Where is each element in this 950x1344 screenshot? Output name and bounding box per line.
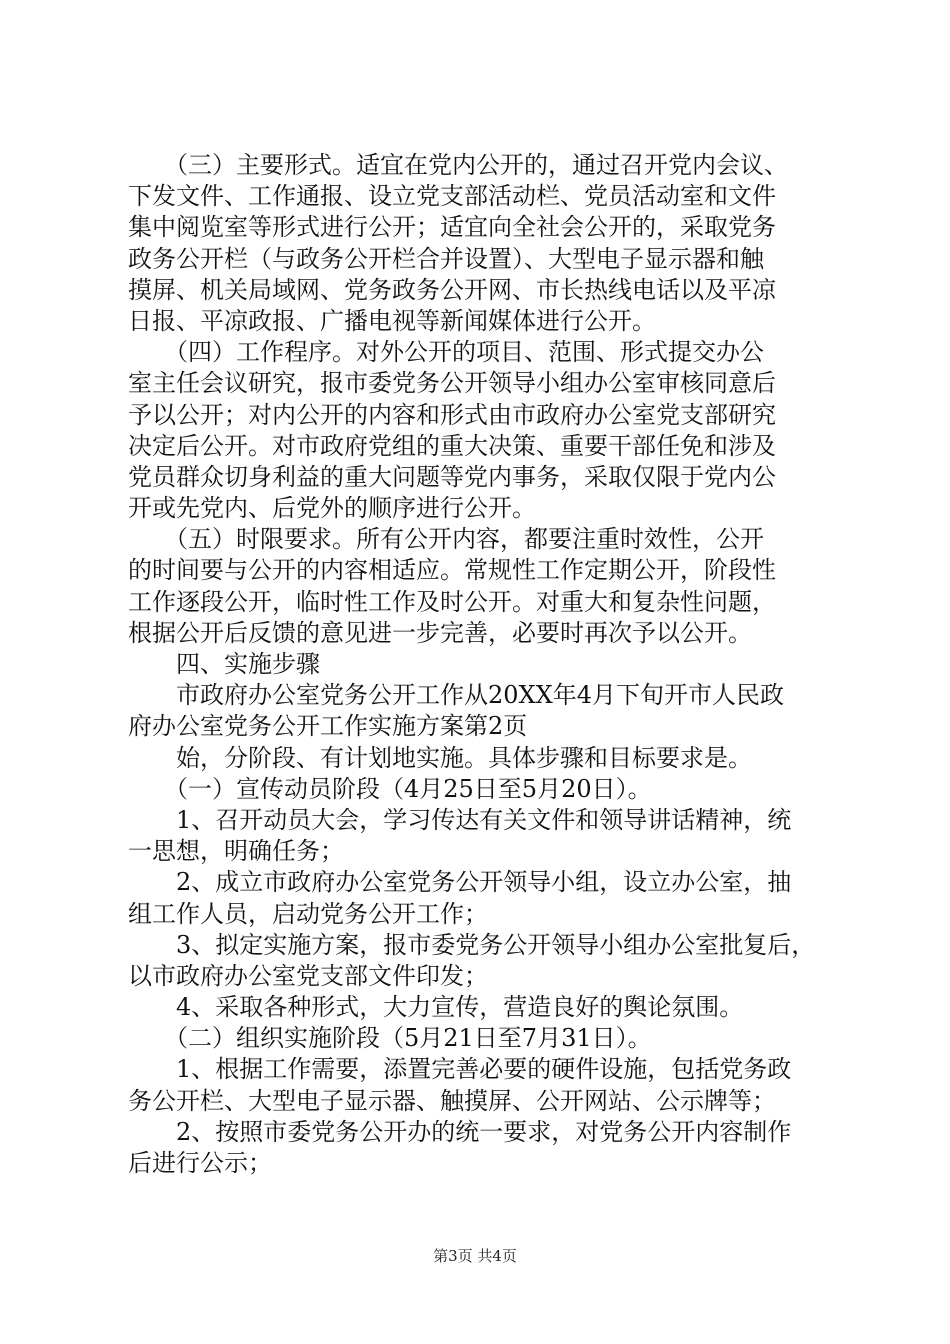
text-line: 政务公开栏（与政务公开栏合并设置）、大型电子显示器和触 [128,244,764,273]
text-line: 开或先党内、后党外的顺序进行公开。 [128,494,536,523]
text-line: 1、根据工作需要，添置完善必要的硬件设施，包括党务政 [128,1055,792,1084]
text-line: 四、实施步骤 [128,650,320,678]
text-line: 1、召开动员大会，学习传达有关文件和领导讲话精神，统 [128,805,792,834]
text-line: 以市政府办公室党支部文件印发； [128,961,488,990]
text-line: （四）工作程序。对外公开的项目、范围、形式提交办公 [128,338,764,367]
text-line: 日报、平凉政报、广播电视等新闻媒体进行公开。 [128,306,656,335]
text-line: （三）主要形式。适宜在党内公开的，通过召开党内会议、 [128,151,788,179]
text-line: （五）时限要求。所有公开内容，都要注重时效性，公开 [128,525,764,554]
text-line: 决定后公开。对市政府党组的重大决策、重要干部任免和涉及 [128,431,776,460]
text-line: 府办公室党务公开工作实施方案第2页 [128,712,528,741]
text-line: 摸屏、机关局域网、党务政务公开网、市长热线电话以及平凉 [128,275,776,304]
text-line: 2、成立市政府办公室党务公开领导小组，设立办公室，抽 [128,868,792,897]
text-line: （一）宣传动员阶段（4月25日至5月20日）。 [128,774,652,803]
page-footer: 第3页 共4页 [433,1247,517,1265]
text-line: 始，分阶段、有计划地实施。具体步骤和目标要求是。 [128,743,752,772]
document-body [128,150,828,1179]
text-line: 予以公开；对内公开的内容和形式由市政府办公室党支部研究 [128,400,776,429]
text-line: 4、采取各种形式，大力宣传，营造良好的舆论氛围。 [128,993,744,1022]
text-line: 3、拟定实施方案，报市委党务公开领导小组办公室批复后， [128,930,816,959]
text-line: 组工作人员，启动党务公开工作； [128,899,488,928]
text-line: 室主任会议研究，报市委党务公开领导小组办公室审核同意后 [128,369,776,398]
text-line: 2、按照市委党务公开办的统一要求，对党务公开内容制作 [128,1117,792,1146]
text-line: 集中阅览室等形式进行公开；适宜向全社会公开的，采取党务 [128,213,776,242]
text-line: 后进行公示； [128,1149,272,1177]
text-line: 的时间要与公开的内容相适应。常规性工作定期公开，阶段性 [128,556,776,585]
text-line: 市政府办公室党务公开工作从20XX年4月下旬开市人民政 [128,681,784,710]
text-line: 工作逐段公开，临时性工作及时公开。对重大和复杂性问题， [128,587,776,616]
text-line: 一思想，明确任务； [128,837,344,866]
text-line: 根据公开后反馈的意见进一步完善，必要时再次予以公开。 [128,618,752,647]
text-line: 党员群众切身利益的重大问题等党内事务，采取仅限于党内公 [128,462,776,491]
text-line: 下发文件、工作通报、设立党支部活动栏、党员活动室和文件 [128,182,776,211]
text-line: （二）组织实施阶段（5月21日至7月31日）。 [128,1024,652,1053]
text-line: 务公开栏、大型电子显示器、触摸屏、公开网站、公示牌等； [128,1086,776,1115]
